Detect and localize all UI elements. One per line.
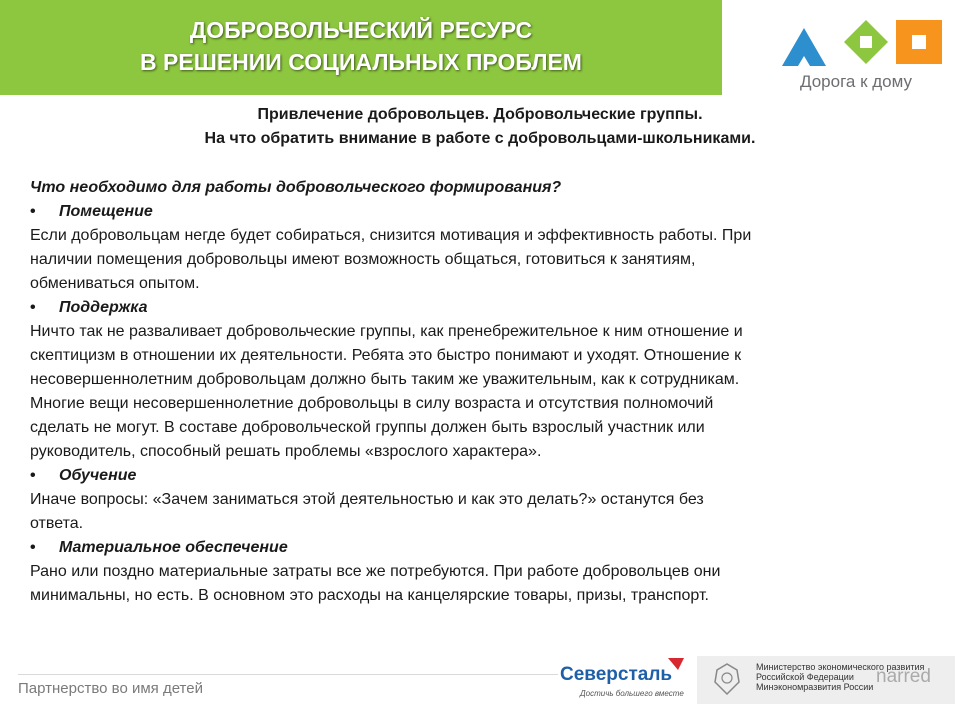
ministry-line3: Минэкономразвития России (756, 682, 874, 692)
ministry-line2: Российской Федерации (756, 672, 854, 682)
text-line: минимальны, но есть. В основном это расходы на канцелярские товары, призы, транспорт. (30, 587, 709, 604)
section-title-room (30, 200, 940, 224)
title-banner (0, 0, 722, 95)
bullet-icon: • (30, 467, 36, 484)
text-line: ответа. (30, 515, 84, 532)
footer-partnership: Партнерство во имя детей (18, 680, 203, 697)
ministry-line1: Министерство экономического развития (756, 662, 925, 672)
slide-body (30, 176, 940, 608)
section-title-label: Материальное обеспечение (59, 539, 288, 556)
text-line: руководитель, способный решать проблемы «взрослого характера». (30, 443, 542, 460)
text-line: Ничто так не разваливает добровольческие группы, как пренебрежительное к ним отношение и (30, 323, 743, 340)
section-text-material (30, 560, 940, 608)
severstal-name: Северсталь (560, 664, 673, 685)
heading-line2: На что обратить внимание в работе с добровольцами-школьниками. (204, 130, 756, 147)
section-title-label: Обучение (59, 467, 137, 484)
bullet-icon: • (30, 203, 36, 220)
section-title-label: Помещение (59, 203, 153, 220)
banner-title (0, 14, 722, 78)
section-text-training (30, 488, 940, 536)
text-line: Если добровольцам негде будет собираться, снизится мотивация и эффективность работы. При (30, 227, 752, 244)
text-line: несовершеннолетним добровольцам должно быть таким же уважительным, как к сотрудникам. (30, 371, 740, 388)
severstal-slogan: Достичь большего вместе (580, 689, 684, 698)
text-line: обмениваться опытом. (30, 275, 200, 292)
text-line: сделать не могут. В составе добровольческой группы должен быть взрослый участник или (30, 419, 705, 436)
coat-of-arms-icon (712, 662, 742, 696)
bullet-icon: • (30, 299, 36, 316)
logo-caption: Дорога к дому (800, 72, 912, 91)
section-text-support (30, 320, 940, 464)
section-title-label: Поддержка (59, 299, 148, 316)
section-text-room (30, 224, 940, 296)
footer-divider (18, 674, 558, 675)
bullet-icon: • (30, 539, 36, 556)
text-line: Многие вещи несовершеннолетние добровольцы в силу возраста и отсутствия полномочий (30, 395, 714, 412)
heading-line1: Привлечение добровольцев. Добровольческие группы. (257, 106, 703, 123)
watermark-text: narred (876, 666, 931, 687)
section-title-support (30, 296, 940, 320)
question-text: Что необходимо для работы добровольческого формирования? (30, 179, 562, 196)
slide-heading (0, 103, 960, 151)
section-title-training (30, 464, 940, 488)
section-title-material (30, 536, 940, 560)
text-line: наличии помещения добровольцы имеют возможность общаться, готовиться к занятиям, (30, 251, 696, 268)
banner-title-line2: В РЕШЕНИИ СОЦИАЛЬНЫХ ПРОБЛЕМ (140, 49, 582, 75)
text-line: скептицизм в отношении их деятельности. Ребята это быстро понимают и уходят. Отношение к (30, 347, 742, 364)
banner-title-line1: ДОБРОВОЛЬЧЕСКИЙ РЕСУРС (189, 17, 533, 43)
text-line: Иначе вопросы: «Зачем заниматься этой деятельностью и как это делать?» останутся без (30, 491, 704, 508)
text-line: Рано или поздно материальные затраты все же потребуются. При работе добровольцев они (30, 563, 721, 580)
